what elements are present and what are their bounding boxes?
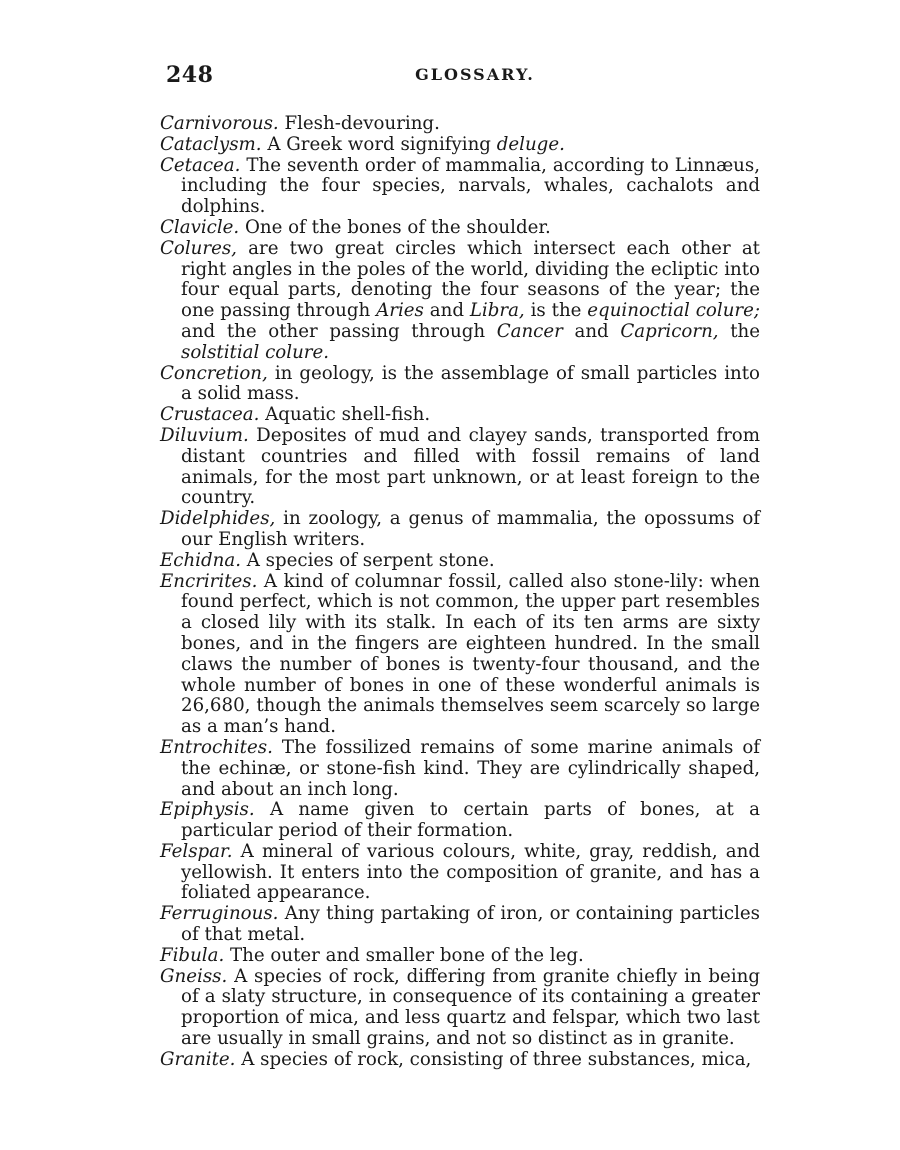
glossary-entry <box>160 946 760 967</box>
page-header <box>160 62 760 102</box>
glossary-term: Epiphysis. <box>160 799 255 821</box>
glossary-term: Fibula. <box>160 944 225 966</box>
glossary-definition: A Greek word signifying deluge. <box>261 133 565 155</box>
glossary-term: Felspar. <box>160 840 233 862</box>
glossary-entry <box>160 405 760 426</box>
glossary-definition: A species of serpent stone. <box>240 549 495 571</box>
glossary-definition: Deposites of mud and clayey sands, transported from distant countries and filled with fossil remains of land animals, for the most part unknown, or at least foreign to the country. <box>181 424 760 509</box>
glossary-definition: in zoology, a genus of mammalia, the opossums of our English writers. <box>181 508 760 550</box>
glossary-definition: A species of rock, consisting of three substances, mica, <box>235 1048 752 1070</box>
glossary-definition: A kind of columnar fossil, called also stone-lily: when found perfect, which is not common, the upper part resembles a closed lily with its stalk. In each of its ten arms are sixty bones, and in the fingers are eighteen hundred. In the small claws the number of bones is twenty-four thousand, and the whole number of bones in one of these wonderful animals is 26,680, though the animals themselves seem scarcely so large as a man’s hand. <box>181 570 760 738</box>
glossary-definition: The outer and smaller bone of the leg. <box>224 944 584 966</box>
glossary-entry <box>160 842 760 904</box>
glossary-entry <box>160 551 760 572</box>
glossary-definition: One of the bones of the shoulder. <box>239 216 551 238</box>
glossary-term: Colures, <box>160 237 237 259</box>
glossary-definition: A name given to certain parts of bones, at a particular period of their formation. <box>181 799 760 842</box>
glossary-term: Cataclysm. <box>160 133 262 155</box>
glossary-entries <box>160 114 760 1071</box>
glossary-definition: Any thing partaking of iron, or containing particles of that metal. <box>181 903 760 946</box>
glossary-entry <box>160 509 760 551</box>
glossary-entry <box>160 904 760 946</box>
glossary-term: Ferruginous. <box>160 903 279 925</box>
glossary-entry <box>160 967 760 1050</box>
glossary-entry <box>160 218 760 239</box>
glossary-definition: The seventh order of mammalia, according to Linnæus, including the four species, narvals, whales, cachalots and dolphins. <box>181 154 760 218</box>
glossary-term: Gneiss. <box>160 965 228 987</box>
glossary-term: Concretion, <box>160 362 268 384</box>
glossary-definition: A mineral of various colours, white, gray, reddish, and yellowish. It enters into the composition of granite, and has a foliated appearance. <box>181 840 760 904</box>
glossary-term: Clavicle. <box>160 216 240 238</box>
glossary-entry <box>160 364 760 406</box>
glossary-entry <box>160 114 760 135</box>
glossary-term: Cetacea. <box>160 154 241 176</box>
glossary-definition: in geology, is the assemblage of small particles into a solid mass. <box>181 362 760 405</box>
glossary-entry <box>160 572 760 738</box>
glossary-entry <box>160 239 760 364</box>
glossary-entry <box>160 156 760 218</box>
glossary-definition: The fossilized remains of some marine animals of the echinæ, or stone-fish kind. They are cylindrically shaped, and about an inch long. <box>181 736 760 800</box>
glossary-term: Diluvium. <box>160 424 249 446</box>
glossary-term: Echidna. <box>160 549 241 571</box>
glossary-entry <box>160 800 760 842</box>
glossary-definition: Flesh-devouring. <box>278 113 440 134</box>
glossary-term: Crustacea. <box>160 404 260 426</box>
glossary-term: Carnivorous. <box>160 113 279 134</box>
glossary-definition: are two great circles which intersect each other at right angles in the poles of the world, dividing the ecliptic into four equal parts, denoting the four seasons of the year; the one passing through Aries and Libra, is the equinoctial colure; and the other passing through Cancer and Capricorn, the solstitial colure. <box>181 237 761 363</box>
glossary-term: Entrochites. <box>160 736 273 758</box>
glossary-term: Didelphides, <box>160 508 276 530</box>
glossary-entry <box>160 135 760 156</box>
glossary-entry <box>160 1050 760 1071</box>
glossary-definition: A species of rock, differing from granite chiefly in being of a slaty structure, in consequence of its containing a greater proportion of mica, and less quartz and felspar, which two last are usually in small grains, and not so distinct as in granite. <box>181 965 760 1050</box>
running-head: GLOSSARY. <box>415 65 535 84</box>
glossary-entry <box>160 426 760 509</box>
glossary-definition: Aquatic shell-fish. <box>259 404 431 426</box>
glossary-entry <box>160 738 760 800</box>
page-number: 248 <box>166 62 214 88</box>
glossary-term: Encrirites. <box>160 570 258 592</box>
glossary-term: Granite. <box>160 1048 236 1070</box>
